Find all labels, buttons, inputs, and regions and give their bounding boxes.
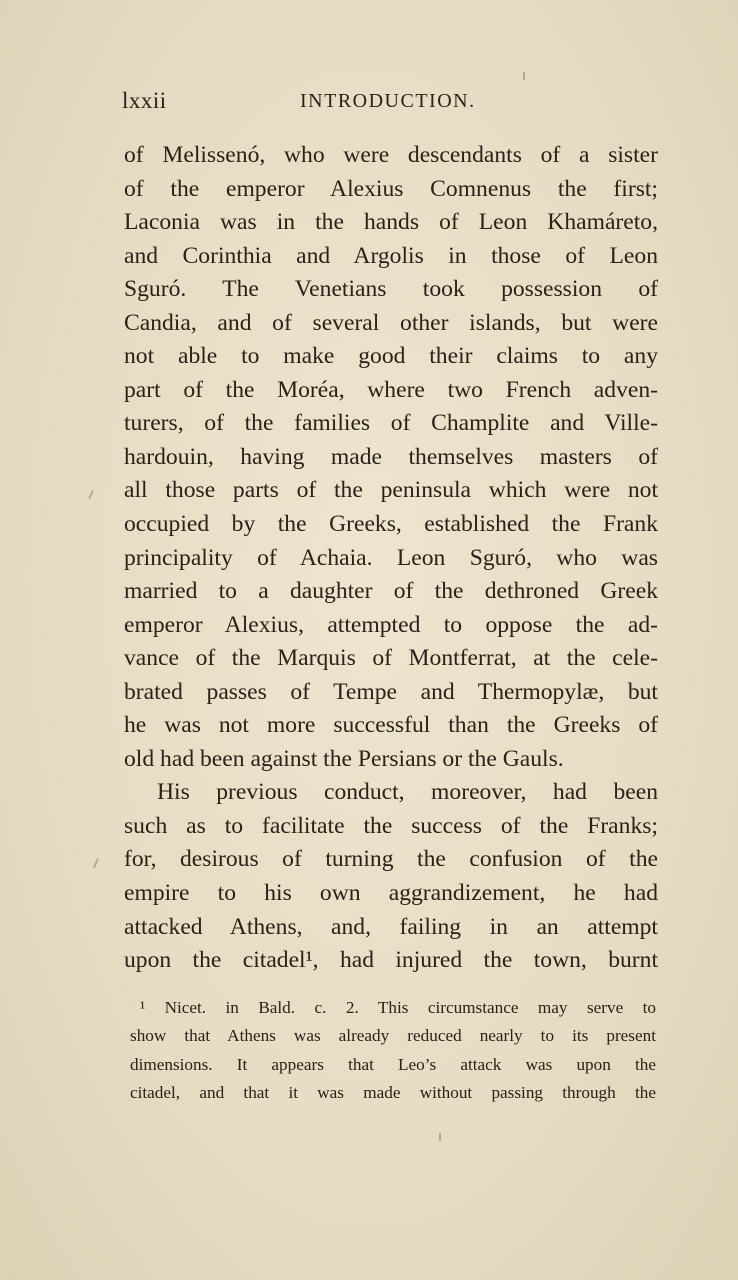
text-line: emperor Alexius, attempted to oppose the ad- xyxy=(124,611,658,638)
stray-mark xyxy=(523,72,525,80)
stray-mark xyxy=(93,858,99,868)
text-line: he was not more successful than the Greeks of xyxy=(124,712,658,739)
text-line: old had been against the Persians or the Gauls. xyxy=(124,745,564,772)
footnote-line: ¹ Nicet. in Bald. c. 2. This circumstance may serve to xyxy=(140,998,656,1017)
text-line: attacked Athens, and, failing in an attempt xyxy=(124,913,658,940)
text-line: Candia, and of several other islands, but were xyxy=(124,309,658,336)
footnote-line: citadel, and that it was made without passing through the xyxy=(130,1082,656,1102)
text-line: for, desirous of turning the confusion of the xyxy=(124,846,658,873)
text-line: vance of the Marquis of Montferrat, at the cele- xyxy=(124,645,658,672)
body-text xyxy=(124,139,658,978)
text-line: upon the citadel¹, had injured the town, burnt xyxy=(124,947,658,974)
text-line: Laconia was in the hands of Leon Khamáreto, xyxy=(124,209,658,236)
text-line: brated passes of Tempe and Thermopylæ, but xyxy=(124,678,658,705)
text-line: of Melissenó, who were descendants of a sister xyxy=(124,142,658,168)
running-head: INTRODUCTION. xyxy=(300,90,476,112)
text-line: not able to make good their claims to any xyxy=(124,343,658,370)
text-line: of the emperor Alexius Comnenus the first; xyxy=(124,175,658,202)
text-line: all those parts of the peninsula which were not xyxy=(124,477,658,504)
paragraph-start-line: His previous conduct, moreover, had been xyxy=(157,779,658,806)
text-line: such as to facilitate the success of the Franks; xyxy=(124,812,658,839)
text-line: turers, of the families of Champlite and Ville- xyxy=(124,410,658,437)
stray-mark xyxy=(439,1133,441,1141)
text-line: empire to his own aggrandizement, he had xyxy=(124,880,658,907)
footnote-block xyxy=(130,994,656,1107)
text-line: occupied by the Greeks, established the Frank xyxy=(124,511,658,538)
footnote-line: dimensions. It appears that Leo’s attack was upon the xyxy=(130,1054,656,1074)
text-line: hardouin, having made themselves masters of xyxy=(124,443,658,470)
page-number: lxxii xyxy=(122,88,167,113)
text-line: part of the Moréa, where two French adven- xyxy=(124,376,658,403)
text-line: principality of Achaia. Leon Sguró, who was xyxy=(124,544,658,571)
stray-mark xyxy=(88,490,93,499)
text-line: Sguró. The Venetians took possession of xyxy=(124,276,658,303)
footnote-line: show that Athens was already reduced nearly to its present xyxy=(130,1026,656,1046)
text-line: and Corinthia and Argolis in those of Leon xyxy=(124,242,658,269)
page-header xyxy=(122,88,658,122)
text-line: married to a daughter of the dethroned Greek xyxy=(124,578,658,605)
